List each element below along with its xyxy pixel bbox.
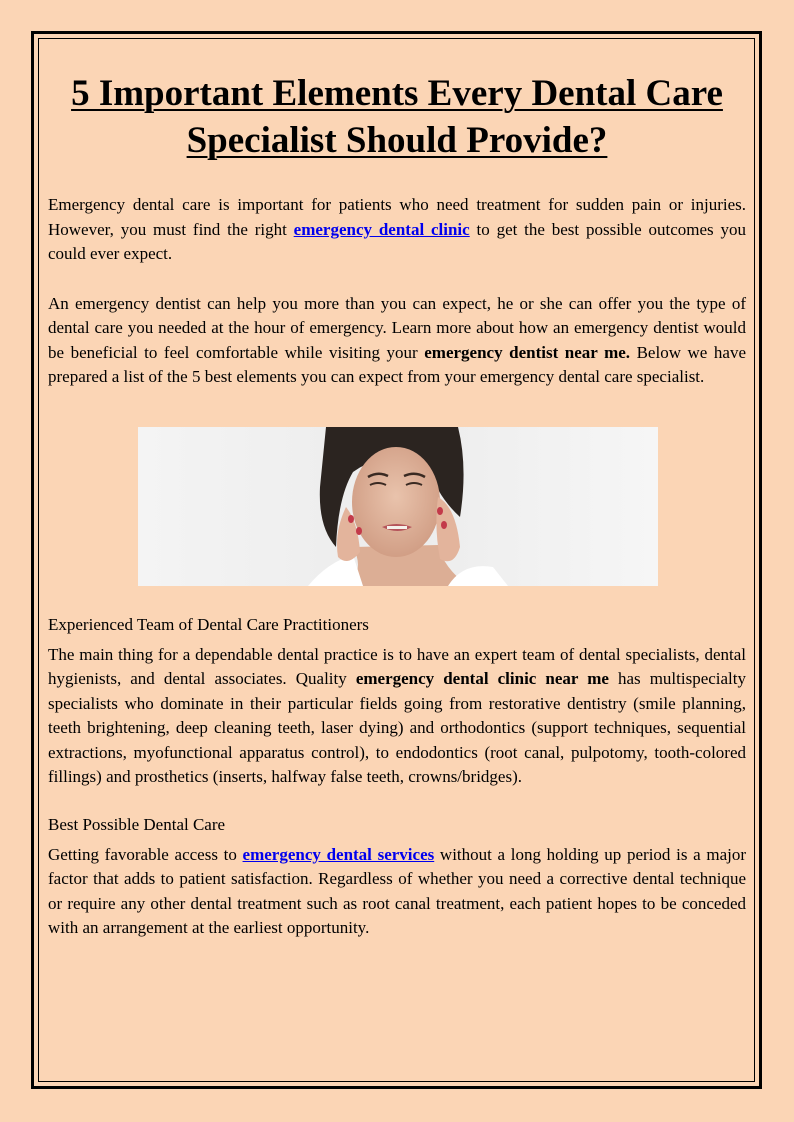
intro-text-end: to get the best possible outcomes you could ever expect. (48, 219, 746, 263)
section-heading-experienced-team: Experienced Team of Dental Care Practitioners (48, 614, 369, 634)
team-text-end: has multispecialty specialists who dominate in their particular fields going from restorative dentistry (smile planning, teeth brightening, deep cleaning teeth, laser dying) and orthodontics (support techniques, sequential extractions, myofunctional apparatus control), to endodontics (root canal, pulpotomy, tooth-colored fillings) and prosthetics (inserts, halfway false teeth, crowns/bridges). (48, 669, 747, 786)
dentist-text-end: Below we have prepared a list of the 5 best elements you can expect from your emergency dental care specialist. (48, 342, 746, 386)
emergency-dental-clinic-link[interactable]: emergency dental clinic (293, 219, 470, 239)
intro-text-start: Emergency dental care is important for patients who need treatment for sudden pain or injuries. However, you must find the right (48, 195, 746, 239)
intro-paragraph (48, 193, 746, 267)
care-text-start: Getting favorable access to (48, 844, 243, 864)
best-care-paragraph (48, 843, 746, 941)
document-body (48, 70, 746, 941)
dentist-text-start: An emergency dentist can help you more than you can expect, he or she can offer you the type of dental care you needed at the hour of emergency. Learn more about how an emergency dentist would be beneficial to feel comfortable while visiting your (48, 293, 746, 362)
dentist-near-me-bold: emergency dentist near me. (424, 342, 631, 362)
clinic-near-me-bold: emergency dental clinic near me (355, 669, 609, 688)
title-line-2: Specialist Should Provide? (186, 120, 608, 161)
page-title (48, 70, 746, 164)
experienced-team-paragraph (48, 643, 746, 790)
team-text-start: The main thing for a dependable dental practice is to have an expert team of dental specialists, dental hygienists, and dental associates. Quality (48, 644, 746, 688)
dentist-paragraph (48, 292, 746, 390)
photo-illustration (138, 427, 658, 586)
emergency-dental-services-link[interactable]: emergency dental services (242, 844, 435, 864)
woman-toothache-photo (138, 427, 658, 586)
section-heading-best-care: Best Possible Dental Care (48, 814, 226, 834)
title-line-1: 5 Important Elements Every Dental Care (71, 73, 723, 114)
care-text-end: without a long holding up period is a major factor that adds to patient satisfaction. Regardless of whether you need a corrective dental technique or require any other dental treatment such as root canal treatment, each patient hopes to be conceded with an arrangement at the earliest opportunity. (48, 844, 746, 937)
